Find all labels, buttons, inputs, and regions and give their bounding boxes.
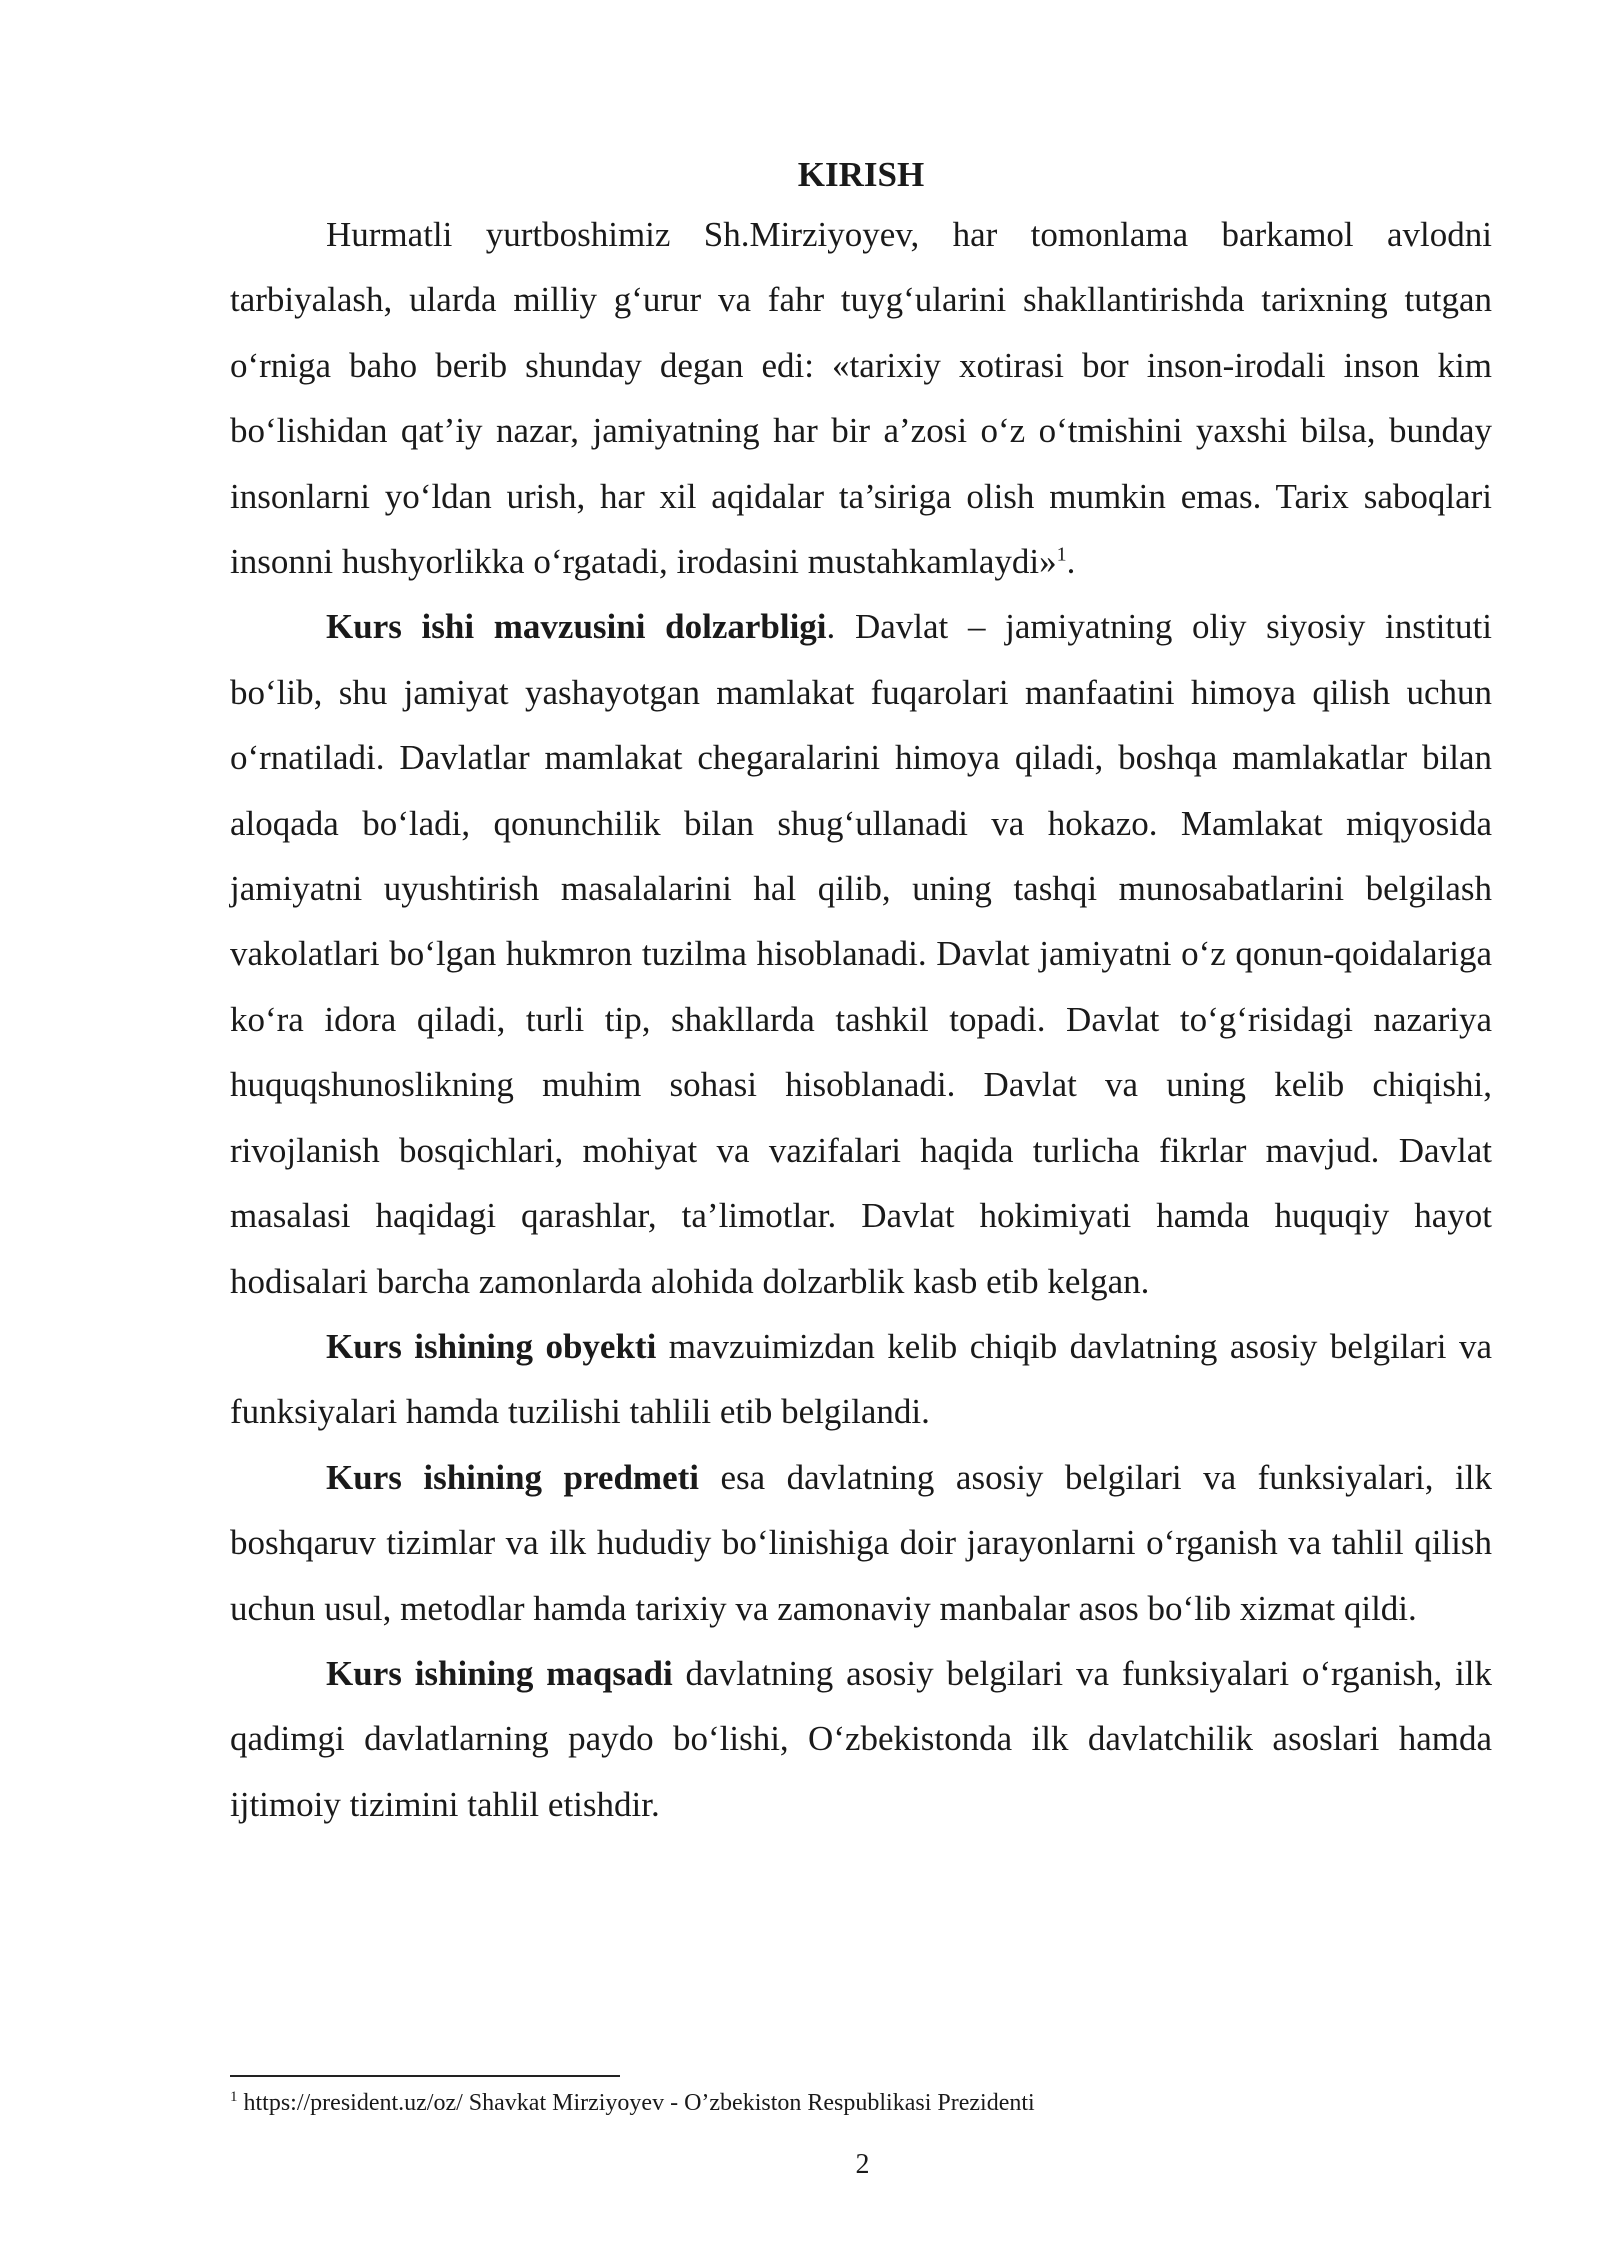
paragraph-intro-text: Hurmatli yurtboshimiz Sh.Mirziyoyev, har tomonlama barkamol avlodni tarbiyalash, ularda milliy g‘urur va fahr tuyg‘ularini shakllantirishda tarixning tutgan o‘rniga baho berib shunday degan edi: «tarixiy xotirasi bor inson-irodali inson kim bo‘lishidan qat’iy nazar, jamiyatning har bir a’zosi o‘z o‘tmishini yaxshi bilsa, bunday insonlarni yo‘ldan urish, har xil aqidalar ta’siriga olish mumkin emas. Tarix saboqlari insonni hushyorlikka o‘rgatadi, irodasini mustahkamlaydi» [230,215,1492,582]
footnote-text[interactable]: https://president.uz/oz/ Shavkat Mirziyoyev - O’zbekiston Respublikasi Prezidenti [243,2090,1035,2116]
paragraph-intro-tail: . [1066,542,1076,582]
paragraph-goal-lead: Kurs ishining maqsadi [326,1653,673,1693]
paragraph-subject [230,1445,1492,1641]
footnote-mark: 1 [230,2089,238,2105]
paragraph-relevance-lead: Kurs ishi mavzusini dolzarbligi [326,607,827,647]
paragraph-intro [230,202,1492,594]
footnote [230,2088,1492,2118]
footnote-divider [230,2075,620,2077]
paragraph-relevance-text: . Davlat – jamiyatning oliy siyosiy instituti bo‘lib, shu jamiyat yashayotgan mamlakat fuqarolari manfaatini himoya qilish uchun o‘rnatiladi. Davlatlar mamlakat chegaralarini himoya qiladi, boshqa mamlakatlar bilan aloqada bo‘ladi, qonunchilik bilan shug‘ullanadi va hokazo. Mamlakat miqyosida jamiyatni uyushtirish masalalarini hal qilib, uning tashqi munosabatlarini belgilash vakolatlari bo‘lgan hukmron tuzilma hisoblanadi. Davlat jamiyatni o‘z qonun-qoidalariga ko‘ra idora qiladi, turli tip, shakllarda tashkil topadi. Davlat to‘g‘risidagi nazariya huquqshunoslikning muhim sohasi hisoblanadi. Davlat va uning kelib chiqishi, rivojlanish bosqichlari, mohiyat va vazifalari haqida turlicha fikrlar mavjud. Davlat masalasi haqidagi qarashlar, ta’limotlar. Davlat hokimiyati hamda huquqiy hayot hodisalari barcha zamonlarda alohida dolzarblik kasb etib kelgan. [230,607,1492,1301]
paragraph-relevance [230,594,1492,1313]
paragraph-goal-text: davlatning asosiy belgilari va funksiyalari o‘rganish, ilk qadimgi davlatlarning paydo bo‘lishi, O‘zbekistonda ilk davlatchilik asoslari hamda ijtimoiy tizimini tahlil etishdir. [230,1653,1493,1824]
paragraph-subject-lead: Kurs ishining predmeti [326,1457,699,1497]
paragraph-object-lead: Kurs ishining obyekti [326,1326,657,1366]
footnote-reference[interactable]: 1 [1056,543,1067,566]
paragraph-object [230,1314,1492,1445]
page-number: 2 [855,2149,870,2180]
paragraph-object-text: mavzuimizdan kelib chiqib davlatning asosiy belgilari va funksiyalari hamda tuzilishi tahlili etib belgilandi. [230,1326,1492,1432]
document-body [230,148,1492,1837]
paragraph-goal [230,1641,1492,1837]
page-title: KIRISH [797,155,925,194]
paragraph-subject-text: esa davlatning asosiy belgilari va funksiyalari, ilk boshqaruv tizimlar va ilk hududiy bo‘linishiga doir jarayonlarni o‘rganish va tahlil qilish uchun usul, metodlar hamda tarixiy va zamonaviy manbalar asos bo‘lib xizmat qildi. [230,1457,1492,1628]
